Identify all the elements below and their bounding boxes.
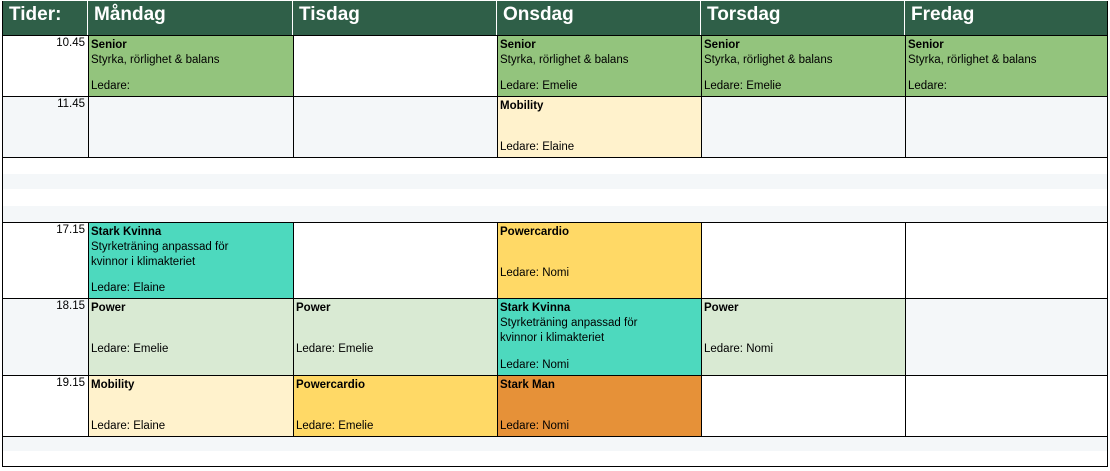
session-desc: Styrka, rörlighet & balans xyxy=(91,54,220,66)
session-leader: Ledare: Elaine xyxy=(91,282,166,294)
grid-line xyxy=(2,35,1108,36)
session-desc: Styrka, rörlighet & balans xyxy=(500,54,629,66)
session-desc: Styrka, rörlighet & balans xyxy=(704,54,833,66)
session-title: Stark Kvinna xyxy=(500,302,571,314)
session-desc: Styrketräning anpassad för xyxy=(500,317,638,329)
session-leader: Ledare: Elaine xyxy=(91,420,166,432)
grid-line xyxy=(2,436,1108,437)
session-leader: Ledare: xyxy=(91,80,131,92)
time-label: 17.15 xyxy=(56,224,85,236)
header-day-thu xyxy=(701,1,905,35)
grid-line xyxy=(701,222,702,437)
session-title: Stark Kvinna xyxy=(91,226,162,238)
session-leader: Ledare: Nomi xyxy=(500,420,570,432)
header-day-label: Onsdag xyxy=(503,4,574,25)
session-desc: kvinnor i klimakteriet xyxy=(91,256,196,268)
header-day-label: Torsdag xyxy=(707,4,781,25)
session-title: Stark Man xyxy=(500,379,555,391)
session-cell[interactable] xyxy=(89,223,293,298)
session-leader: Ledare: Elaine xyxy=(500,141,575,153)
session-title: Senior xyxy=(908,39,944,51)
header-day-label: Fredag xyxy=(911,4,975,25)
session-leader: Ledare: Nomi xyxy=(500,359,570,371)
session-leader: Ledare: Emelie xyxy=(91,343,169,355)
grid-line xyxy=(293,35,294,158)
time-label: 19.15 xyxy=(56,377,85,389)
header-time-label: Tider: xyxy=(9,4,62,25)
row-band xyxy=(3,437,1107,451)
grid-line xyxy=(2,157,1108,158)
session-title: Mobility xyxy=(91,379,135,391)
session-cell[interactable] xyxy=(498,223,701,298)
session-cell[interactable] xyxy=(89,299,293,375)
session-cell[interactable] xyxy=(498,97,701,157)
grid-line xyxy=(2,96,1108,97)
session-leader: Ledare: Emelie xyxy=(500,80,578,92)
session-title: Senior xyxy=(91,39,127,51)
session-cell[interactable] xyxy=(498,36,701,96)
session-cell[interactable] xyxy=(906,36,1107,96)
session-title: Senior xyxy=(500,39,536,51)
header-day-label: Måndag xyxy=(94,4,166,25)
grid-line xyxy=(905,35,906,158)
session-title: Mobility xyxy=(500,100,544,112)
time-label: 10.45 xyxy=(56,37,85,49)
time-label: 11.45 xyxy=(57,98,85,110)
session-leader: Ledare: Emelie xyxy=(296,343,374,355)
session-leader: Ledare: xyxy=(908,80,948,92)
header-day-fri xyxy=(905,1,1107,35)
session-leader: Ledare: Emelie xyxy=(296,420,374,432)
grid-line xyxy=(905,222,906,437)
header-day-tue xyxy=(293,1,497,35)
grid-line xyxy=(2,375,1108,376)
session-cell[interactable] xyxy=(498,299,701,375)
header-day-mon xyxy=(88,1,293,35)
grid-line xyxy=(497,35,498,158)
grid-line xyxy=(88,222,89,437)
header-day-label: Tisdag xyxy=(299,4,360,25)
session-cell[interactable] xyxy=(498,376,701,436)
session-leader: Ledare: Nomi xyxy=(500,267,570,279)
session-desc: kvinnor i klimakteriet xyxy=(500,332,605,344)
session-cell[interactable] xyxy=(294,299,497,375)
header-time xyxy=(3,1,88,35)
session-title: Senior xyxy=(704,39,740,51)
session-desc: Styrka, rörlighet & balans xyxy=(908,54,1037,66)
session-title: Power xyxy=(91,302,126,314)
session-cell[interactable] xyxy=(89,376,293,436)
grid-line xyxy=(497,222,498,437)
session-desc: Styrketräning anpassad för xyxy=(91,241,229,253)
row-band xyxy=(3,206,1107,222)
session-leader: Ledare: Emelie xyxy=(704,80,782,92)
session-cell[interactable] xyxy=(702,36,905,96)
session-cell[interactable] xyxy=(89,36,293,96)
grid-line xyxy=(88,96,89,158)
grid-line xyxy=(293,222,294,437)
session-leader: Ledare: Nomi xyxy=(704,343,774,355)
session-title: Powercardio xyxy=(296,379,366,391)
grid-line xyxy=(2,298,1108,299)
session-cell[interactable] xyxy=(702,299,905,375)
session-title: Powercardio xyxy=(500,226,570,238)
session-cell[interactable] xyxy=(294,376,497,436)
session-title: Power xyxy=(296,302,331,314)
row-band xyxy=(3,174,1107,189)
header-day-wed xyxy=(497,1,701,35)
grid-line xyxy=(88,35,89,97)
grid-line xyxy=(701,35,702,158)
session-title: Power xyxy=(704,302,739,314)
grid-line xyxy=(2,222,1108,223)
time-label: 18.15 xyxy=(56,300,85,312)
